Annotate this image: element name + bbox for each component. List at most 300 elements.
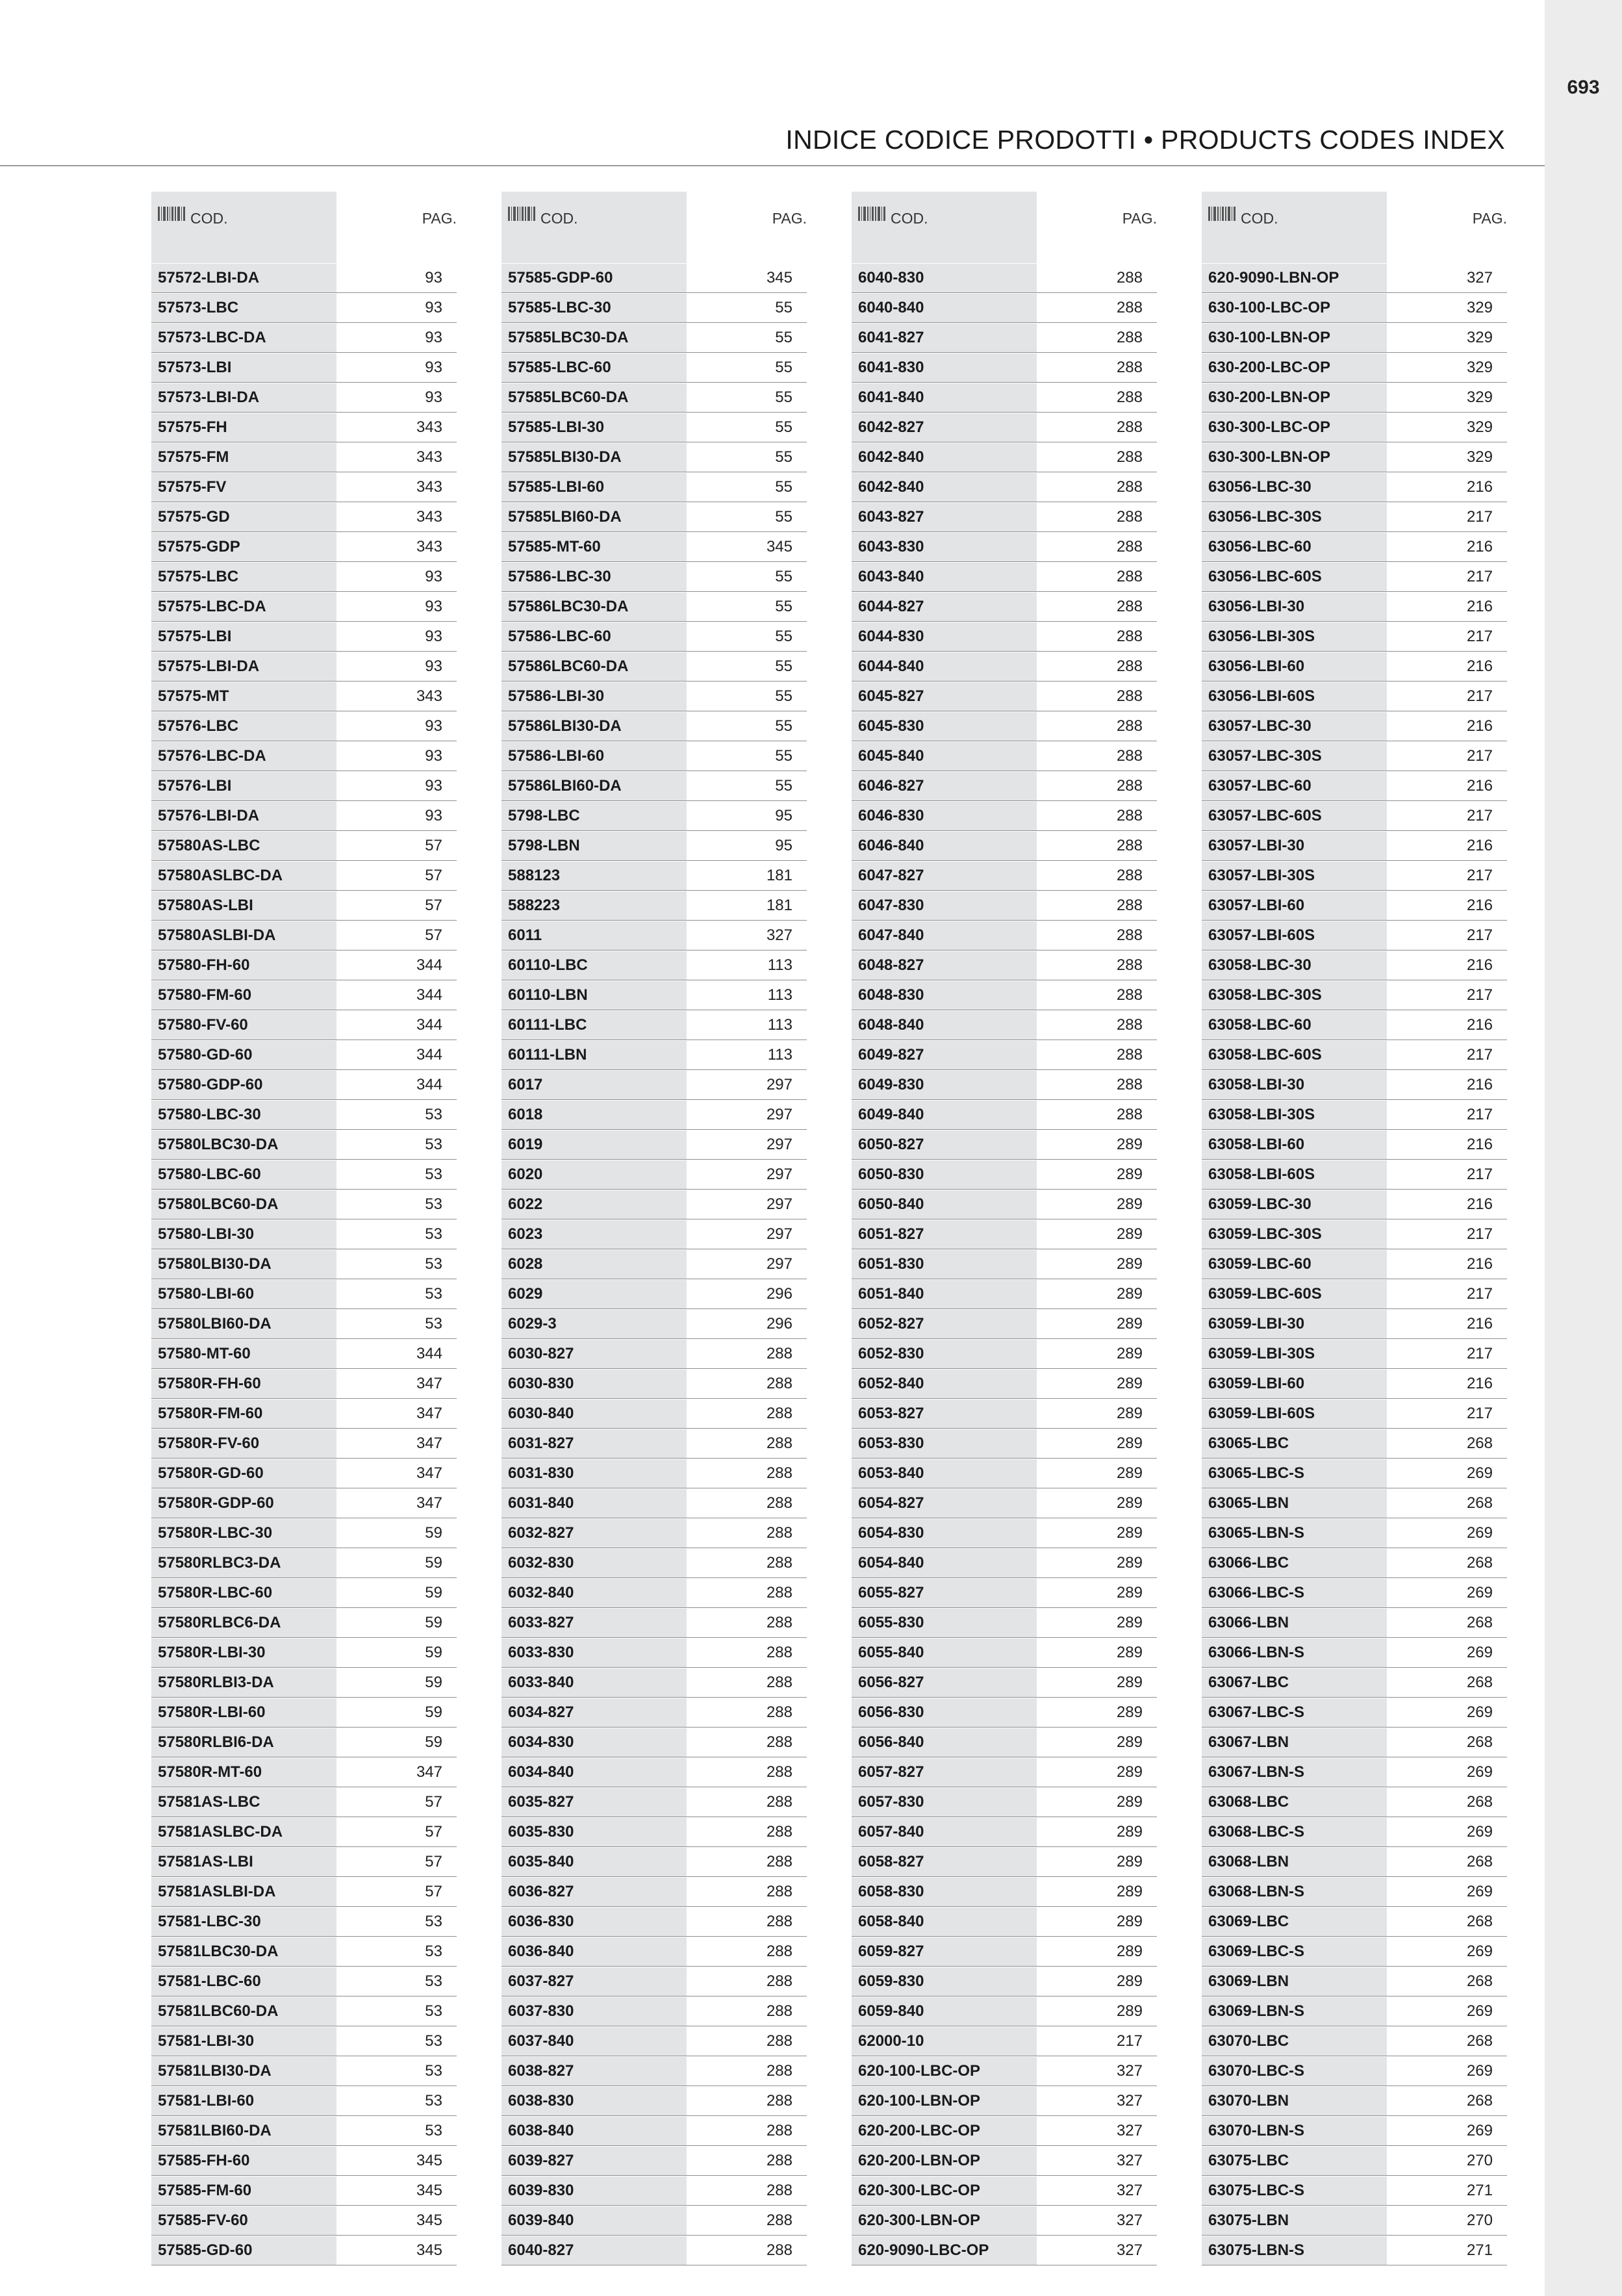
product-code: 63058-LBI-60: [1202, 1130, 1387, 1159]
index-row: [1202, 443, 1507, 472]
product-code: 6032-830: [501, 1549, 687, 1577]
page-ref: 269: [1466, 1524, 1493, 1542]
index-row: [1202, 981, 1507, 1010]
product-code: 6052-840: [852, 1370, 1037, 1398]
product-code: 57581AS-LBC: [151, 1788, 336, 1817]
product-code: 63059-LBC-30S: [1202, 1220, 1387, 1249]
product-code: 57575-LBI-DA: [151, 652, 336, 681]
page-ref: 216: [1466, 1375, 1493, 1392]
page-ref: 53: [425, 1285, 442, 1303]
page-ref: 217: [1466, 1285, 1493, 1303]
index-row: [1202, 2147, 1507, 2176]
index-row: [501, 1011, 807, 1040]
page-ref: 95: [775, 807, 792, 824]
product-code: 63056-LBC-30: [1202, 473, 1387, 502]
page-ref: 296: [766, 1315, 792, 1333]
index-row: [852, 921, 1157, 950]
page-ref: 288: [766, 2182, 792, 2199]
page-ref: 53: [425, 2122, 442, 2139]
product-code: 620-200-LBC-OP: [852, 2117, 1037, 2145]
page-ref: 344: [416, 1046, 442, 1064]
product-code: 57580LBI60-DA: [151, 1310, 336, 1338]
product-code: 63057-LBC-30: [1202, 712, 1387, 741]
page-ref: 288: [766, 1435, 792, 1452]
product-code: 57580-MT-60: [151, 1340, 336, 1368]
index-row: [501, 2057, 807, 2086]
index-row: [852, 1967, 1157, 1996]
page-ref: 269: [1466, 1584, 1493, 1601]
product-code: 57586-LBI-30: [501, 682, 687, 711]
page-ref: 344: [416, 956, 442, 974]
page-ref: 217: [1466, 508, 1493, 526]
page-ref: 216: [1466, 657, 1493, 675]
page-ref: 55: [775, 777, 792, 795]
index-row: [501, 1280, 807, 1309]
product-code: 57580R-MT-60: [151, 1758, 336, 1787]
page-ref: 288: [1116, 538, 1143, 555]
index-row: [1202, 1250, 1507, 1279]
page-ref: 269: [1466, 1644, 1493, 1661]
page-ref: 288: [766, 1524, 792, 1542]
product-code: 57580-FV-60: [151, 1011, 336, 1040]
page-ref: 297: [766, 1136, 792, 1153]
index-row: [151, 2057, 457, 2086]
page-ref: 289: [1116, 1703, 1143, 1721]
page-ref: 216: [1466, 538, 1493, 555]
index-row: [1202, 802, 1507, 831]
index-row: [151, 1071, 457, 1100]
product-code: 6058-840: [852, 1907, 1037, 1936]
product-code: 6043-827: [852, 503, 1037, 531]
product-code: 63068-LBC-S: [1202, 1818, 1387, 1846]
page-ref: 327: [1116, 2152, 1143, 2169]
product-code: 6035-830: [501, 1818, 687, 1846]
page-ref: 329: [1466, 329, 1493, 346]
index-row: [501, 2087, 807, 2116]
page-ref: 53: [425, 1972, 442, 1990]
page-ref: 288: [1116, 448, 1143, 466]
product-code: 57586LBC60-DA: [501, 652, 687, 681]
product-code: 63065-LBN: [1202, 1489, 1387, 1518]
index-row: [151, 593, 457, 622]
product-code: 57585-FH-60: [151, 2147, 336, 2175]
product-code: 6051-830: [852, 1250, 1037, 1279]
column-header: [501, 192, 807, 263]
page-ref: 216: [1466, 897, 1493, 914]
page-ref: 288: [1116, 389, 1143, 406]
product-code: 63059-LBC-30: [1202, 1190, 1387, 1219]
index-row: [151, 1041, 457, 1070]
page-ref: 57: [425, 867, 442, 884]
index-row: [151, 772, 457, 801]
index-rows: [852, 264, 1157, 2265]
index-row: [1202, 2027, 1507, 2056]
page-ref: 93: [425, 359, 442, 376]
product-code: 6031-830: [501, 1459, 687, 1488]
product-code: 57581ASLBI-DA: [151, 1878, 336, 1906]
product-code: 63066-LBN: [1202, 1609, 1387, 1637]
index-row: [1202, 1758, 1507, 1787]
index-row: [1202, 1399, 1507, 1429]
product-code: 57580R-FV-60: [151, 1429, 336, 1458]
page-ref: 327: [1116, 2062, 1143, 2080]
page-ref: 216: [1466, 717, 1493, 735]
product-code: 57575-LBC-DA: [151, 593, 336, 621]
page-ref: 59: [425, 1703, 442, 1721]
product-code: 57585LBI30-DA: [501, 443, 687, 472]
product-code: 6040-827: [501, 2236, 687, 2265]
product-code: 63059-LBI-60S: [1202, 1399, 1387, 1428]
index-row: [1202, 413, 1507, 442]
product-code: 57585-LBC-30: [501, 294, 687, 322]
product-code: 57575-GDP: [151, 533, 336, 561]
index-row: [1202, 921, 1507, 950]
page-ref: 288: [1116, 1046, 1143, 1064]
page-ref: 288: [766, 2122, 792, 2139]
index-row: [151, 1519, 457, 1548]
product-code: 6023: [501, 1220, 687, 1249]
product-code: 6045-827: [852, 682, 1037, 711]
product-code: 6053-830: [852, 1429, 1037, 1458]
page-ref: 53: [425, 2092, 442, 2110]
page-ref: 289: [1116, 1285, 1143, 1303]
product-code: 57573-LBI-DA: [151, 383, 336, 412]
product-code: 63057-LBC-30S: [1202, 742, 1387, 771]
index-row: [151, 622, 457, 652]
product-code: 57581ASLBC-DA: [151, 1818, 336, 1846]
product-code: 6041-840: [852, 383, 1037, 412]
page-ref: 217: [1466, 986, 1493, 1004]
product-code: 6033-827: [501, 1609, 687, 1637]
index-row: [501, 2147, 807, 2176]
index-row: [852, 383, 1157, 413]
index-row: [501, 2236, 807, 2265]
cod-header-label: COD.: [540, 210, 578, 227]
index-row: [501, 1101, 807, 1130]
page-ref: 55: [775, 598, 792, 615]
page-ref: 288: [1116, 508, 1143, 526]
page-ref: 217: [1466, 747, 1493, 765]
index-row: [852, 353, 1157, 383]
product-code: 63058-LBI-30: [1202, 1071, 1387, 1099]
page-ref: 347: [416, 1405, 442, 1422]
index-row: [1202, 1489, 1507, 1518]
page-ref: 288: [1116, 986, 1143, 1004]
page-ref: 93: [425, 269, 442, 287]
product-code: 57580-LBC-60: [151, 1160, 336, 1189]
page-ref: 289: [1116, 1464, 1143, 1482]
index-row: [852, 324, 1157, 353]
page-ref: 93: [425, 628, 442, 645]
page-ref: 217: [1466, 1225, 1493, 1243]
page-ref: 55: [775, 568, 792, 585]
page-ref: 268: [1466, 2092, 1493, 2110]
pag-header-label: PAG.: [1472, 210, 1507, 227]
product-code: 6046-840: [852, 832, 1037, 860]
index-row: [852, 1160, 1157, 1190]
page-ref: 57: [425, 897, 442, 914]
page-ref: 59: [425, 1733, 442, 1751]
product-code: 6055-827: [852, 1579, 1037, 1607]
product-code: 63056-LBI-60S: [1202, 682, 1387, 711]
product-code: 63056-LBC-60S: [1202, 563, 1387, 591]
index-row: [501, 2117, 807, 2146]
page-ref: 345: [416, 2212, 442, 2229]
product-code: 6042-840: [852, 473, 1037, 502]
page-ref: 289: [1116, 1255, 1143, 1273]
product-code: 57575-LBC: [151, 563, 336, 591]
page-ref: 288: [766, 1763, 792, 1781]
index-row: [501, 682, 807, 711]
index-row: [151, 742, 457, 771]
product-code: 57580ASLBI-DA: [151, 921, 336, 950]
page-ref: 59: [425, 1554, 442, 1572]
page-ref: 289: [1116, 1644, 1143, 1661]
product-code: 63057-LBC-60S: [1202, 802, 1387, 830]
page-ref: 288: [1116, 926, 1143, 944]
page-ref: 344: [416, 986, 442, 1004]
index-row: [1202, 324, 1507, 353]
page-ref: 329: [1466, 359, 1493, 376]
page-ref: 288: [1116, 867, 1143, 884]
index-row: [852, 861, 1157, 891]
index-row: [151, 802, 457, 831]
index-row: [501, 1549, 807, 1578]
index-row: [151, 1758, 457, 1787]
index-row: [1202, 563, 1507, 592]
index-row: [151, 1668, 457, 1698]
barcode-icon: [1208, 207, 1236, 221]
page-ref: 59: [425, 1584, 442, 1601]
page-ref: 55: [775, 717, 792, 735]
product-code: 6028: [501, 1250, 687, 1279]
cod-header-label: COD.: [190, 210, 228, 227]
page-ref: 327: [766, 926, 792, 944]
index-row: [852, 2176, 1157, 2206]
product-code: 63057-LBC-60: [1202, 772, 1387, 800]
product-code: 6053-827: [852, 1399, 1037, 1428]
product-code: 63065-LBN-S: [1202, 1519, 1387, 1548]
index-row: [501, 2027, 807, 2056]
page-ref: 59: [425, 1614, 442, 1631]
page-ref: 55: [775, 448, 792, 466]
page-ref: 55: [775, 628, 792, 645]
product-code: 57585LBC60-DA: [501, 383, 687, 412]
product-code: 6055-830: [852, 1609, 1037, 1637]
page-ref: 289: [1116, 1853, 1143, 1870]
page-ref: 57: [425, 926, 442, 944]
product-code: 6049-827: [852, 1041, 1037, 1069]
product-code: 6055-840: [852, 1639, 1037, 1667]
page-ref: 289: [1116, 1405, 1143, 1422]
product-code: 57585-GDP-60: [501, 264, 687, 292]
index-row: [1202, 264, 1507, 293]
product-code: 6018: [501, 1101, 687, 1129]
index-row: [852, 652, 1157, 682]
side-strip: [1545, 0, 1622, 2296]
index-row: [1202, 1788, 1507, 1817]
page-ref: 288: [766, 2241, 792, 2259]
index-rows: [501, 264, 807, 2265]
page-ref: 53: [425, 1225, 442, 1243]
product-code: 6048-830: [852, 981, 1037, 1010]
product-code: 6049-830: [852, 1071, 1037, 1099]
index-row: [501, 1250, 807, 1279]
page-ref: 270: [1466, 2212, 1493, 2229]
product-code: 6059-830: [852, 1967, 1037, 1996]
product-code: 63070-LBC: [1202, 2027, 1387, 2056]
page-ref: 288: [766, 1674, 792, 1691]
index-row: [501, 503, 807, 532]
product-code: 6057-827: [852, 1758, 1037, 1787]
page-ref: 217: [1466, 568, 1493, 585]
index-row: [151, 443, 457, 472]
index-row: [852, 443, 1157, 472]
page-ref: 93: [425, 717, 442, 735]
index-row: [852, 294, 1157, 323]
page-ref: 268: [1466, 1733, 1493, 1751]
page-ref: 268: [1466, 1793, 1493, 1811]
page-ref: 289: [1116, 1524, 1143, 1542]
product-code: 57576-LBC: [151, 712, 336, 741]
index-row: [501, 1878, 807, 1907]
index-row: [151, 1130, 457, 1160]
index-row: [151, 294, 457, 323]
index-row: [852, 2087, 1157, 2116]
page-ref: 217: [1466, 1405, 1493, 1422]
product-code: 60111-LBN: [501, 1041, 687, 1069]
product-code: 63057-LBI-60: [1202, 891, 1387, 920]
page-ref: 297: [766, 1106, 792, 1123]
product-code: 6035-827: [501, 1788, 687, 1817]
index-row: [1202, 652, 1507, 682]
page-ref: 53: [425, 1255, 442, 1273]
index-row: [501, 1698, 807, 1728]
product-code: 6047-840: [852, 921, 1037, 950]
index-row: [151, 1310, 457, 1339]
page-ref: 59: [425, 1644, 442, 1661]
product-code: 6043-840: [852, 563, 1037, 591]
index-row: [151, 1250, 457, 1279]
index-row: [151, 1878, 457, 1907]
index-row: [1202, 2206, 1507, 2236]
index-row: [852, 1579, 1157, 1608]
page-ref: 57: [425, 1793, 442, 1811]
page-ref: 288: [1116, 568, 1143, 585]
page-ref: 288: [1116, 777, 1143, 795]
column-header: [852, 192, 1157, 263]
index-column-4: [1202, 192, 1507, 2265]
product-code: 620-9090-LBC-OP: [852, 2236, 1037, 2265]
index-row: [1202, 503, 1507, 532]
page-ref: 297: [766, 1166, 792, 1183]
index-row: [852, 832, 1157, 861]
page-ref: 93: [425, 657, 442, 675]
index-row: [1202, 1549, 1507, 1578]
product-code: 6042-840: [852, 443, 1037, 472]
product-code: 57580-GDP-60: [151, 1071, 336, 1099]
index-row: [1202, 1340, 1507, 1369]
index-row: [151, 1280, 457, 1309]
product-code: 6053-840: [852, 1459, 1037, 1488]
index-row: [501, 921, 807, 950]
index-row: [151, 951, 457, 980]
product-code: 63056-LBI-30: [1202, 593, 1387, 621]
index-row: [501, 1071, 807, 1100]
product-code: 6037-830: [501, 1997, 687, 2026]
product-code: 6029: [501, 1280, 687, 1308]
index-row: [1202, 2176, 1507, 2206]
page-ref: 288: [766, 2152, 792, 2169]
page-ref: 216: [1466, 1255, 1493, 1273]
page-ref: 268: [1466, 1554, 1493, 1572]
page-ref: 344: [416, 1016, 442, 1034]
index-row: [501, 802, 807, 831]
page-ref: 288: [1116, 807, 1143, 824]
page-ref: 216: [1466, 956, 1493, 974]
index-row: [1202, 891, 1507, 921]
index-row: [852, 1310, 1157, 1339]
index-row: [501, 1519, 807, 1548]
page-ref: 288: [1116, 717, 1143, 735]
page-ref: 327: [1116, 2122, 1143, 2139]
page-ref: 288: [1116, 1076, 1143, 1093]
index-row: [852, 1459, 1157, 1488]
product-code: 63069-LBN: [1202, 1967, 1387, 1996]
product-code: 6034-827: [501, 1698, 687, 1727]
index-row: [1202, 2057, 1507, 2086]
index-row: [852, 1250, 1157, 1279]
product-code: 57580RLBI3-DA: [151, 1668, 336, 1697]
product-code: 57575-FH: [151, 413, 336, 442]
index-row: [501, 1668, 807, 1698]
page-ref: 57: [425, 1823, 442, 1841]
product-code: 6032-827: [501, 1519, 687, 1548]
index-rows: [1202, 264, 1507, 2265]
index-row: [151, 1848, 457, 1877]
page-ref: 297: [766, 1255, 792, 1273]
header-shade: [501, 192, 687, 263]
index-row: [501, 981, 807, 1010]
page-ref: 217: [1466, 807, 1493, 824]
index-row: [1202, 353, 1507, 383]
page-ref: 343: [416, 418, 442, 436]
page-ref: 217: [1466, 628, 1493, 645]
page-ref: 288: [766, 1644, 792, 1661]
product-code: 6059-840: [852, 1997, 1037, 2026]
product-code: 57580R-LBC-30: [151, 1519, 336, 1548]
index-row: [852, 1878, 1157, 1907]
page-ref: 288: [1116, 418, 1143, 436]
product-code: 57580R-LBI-30: [151, 1639, 336, 1667]
column-header: [1202, 192, 1507, 263]
index-row: [501, 1728, 807, 1757]
product-code: 63059-LBC-60: [1202, 1250, 1387, 1279]
index-row: [1202, 1698, 1507, 1728]
index-row: [852, 503, 1157, 532]
product-code: 6034-830: [501, 1728, 687, 1757]
page-ref: 269: [1466, 1464, 1493, 1482]
product-code: 6045-830: [852, 712, 1037, 741]
product-code: 620-100-LBC-OP: [852, 2057, 1037, 2086]
index-row: [1202, 2236, 1507, 2265]
index-row: [501, 1788, 807, 1817]
page-ref: 288: [766, 2032, 792, 2050]
page-ref: 347: [416, 1464, 442, 1482]
index-row: [151, 712, 457, 741]
product-code: 6058-827: [852, 1848, 1037, 1876]
page-ref: 288: [1116, 359, 1143, 376]
